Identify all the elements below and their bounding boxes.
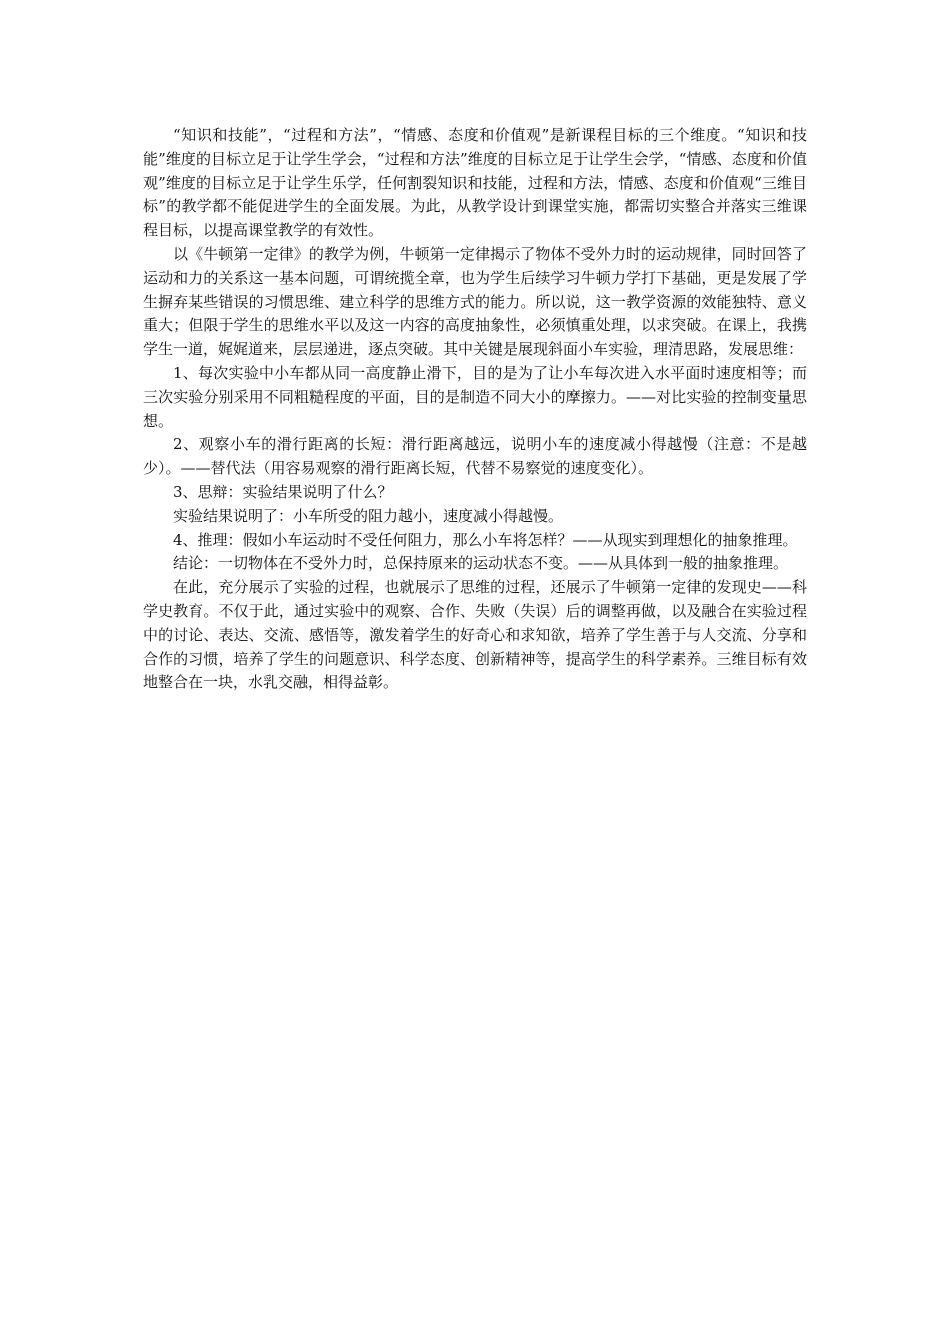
paragraph-step-4: 4、推理：假如小车运动时不受任何阻力，那么小车将怎样？——从现实到理想化的抽象推理。 [173,530,798,549]
paragraph-three-dimensions: “知识和技能”，“过程和方法”，“情感、态度和价值观”是新课程目标的三个维度。“知识和技能”维度的目标立足于让学生学会，“过程和方法”维度的目标立足于让学生会学，“情感、态度和价值观”维度的目标立足于让学生乐学，任何割裂知识和技能，过程和方法，情感、态度和价值观“三维目标”的教学都不能促进学生的全面发展。为此，从教学设计到课堂实施，都需切实整合并落实三维课程目标，以提高课堂教学的有效性。 [143,126,807,240]
paragraph-newton-example: 以《牛顿第一定律》的教学为例，牛顿第一定律揭示了物体不受外力时的运动规律，同时回答了运动和力的关系这一基本问题，可谓统揽全章，也为学生后续学习牛顿力学打下基础，更是发展了学生摒弃某些错误的习惯思维、建立科学的思维方式的能力。所以说，这一教学资源的效能独特、意义重大；但限于学生的思维水平以及这一内容的高度抽象性，必须慎重处理，以求突破。在课上，我携学生一道，娓娓道来，层层递进，逐点突破。其中关键是展现斜面小车实验，理清思路，发展思维： [143,244,807,359]
document-body [143,124,807,695]
paragraph-summary: 在此，充分展示了实验的过程，也就展示了思维的过程，还展示了牛顿第一定律的发现史——科学史教育。不仅于此，通过实验中的观察、合作、失败（失误）后的调整再做，以及融合在实验过程中的讨论、表达、交流、感悟等，激发着学生的好奇心和求知欲，培养了学生善于与人交流、分享和合作的习惯，培养了学生的问题意识、科学态度、创新精神等，提高学生的科学素养。三维目标有效地整合在一块，水乳交融，相得益彰。 [143,578,807,692]
paragraph-step-2: 2、观察小车的滑行距离的长短：滑行距离越远，说明小车的速度减小得越慢（注意：不是越少）。——替代法（用容易观察的滑行距离长短，代替不易察觉的速度变化）。 [143,435,807,478]
paragraph-step-1: 1、每次实验中小车都从同一高度静止滑下，目的是为了让小车每次进入水平面时速度相等；而三次实验分别采用不同粗糙程度的平面，目的是制造不同大小的摩擦力。——对比实验的控制变量思想。 [143,363,807,430]
paragraph-step-3: 3、思辩：实验结果说明了什么？ [173,482,393,501]
paragraph-result: 实验结果说明了：小车所受的阻力越小，速度减小得越慢。 [173,506,564,525]
paragraph-conclusion: 结论：一切物体在不受外力时，总保持原来的运动状态不变。——从具体到一般的抽象推理。 [173,554,789,573]
